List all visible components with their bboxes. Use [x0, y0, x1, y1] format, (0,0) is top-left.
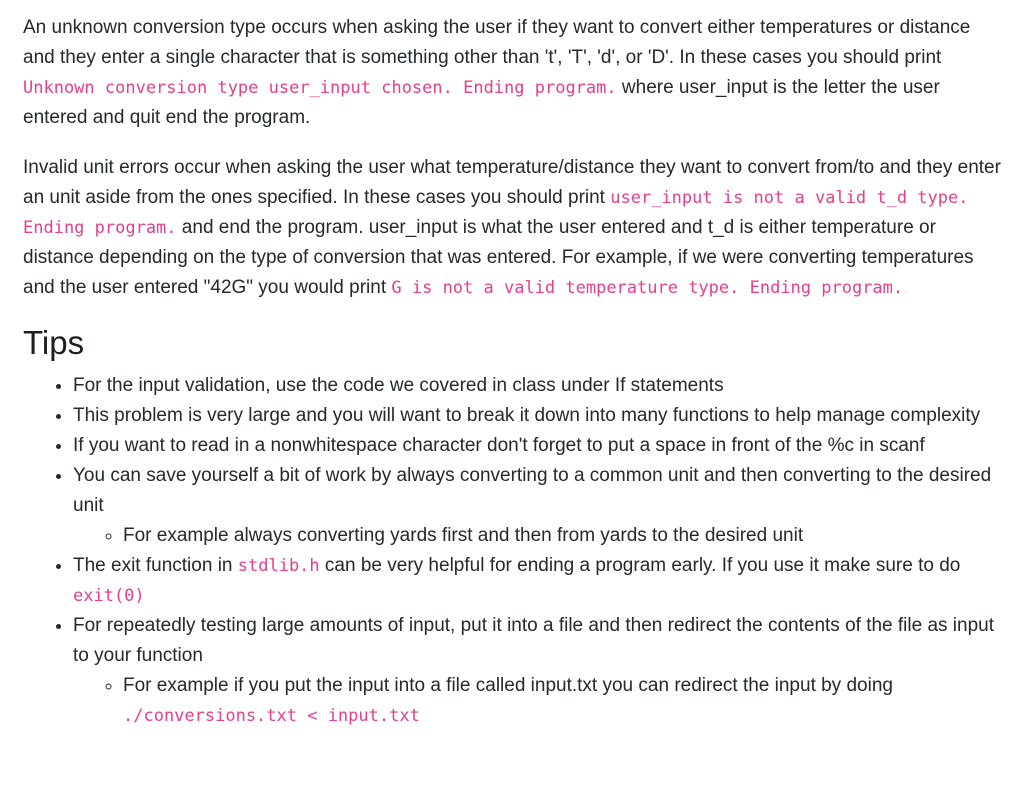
tip-common-unit-example: ◦ For example always converting yards first and then from yards to the desired unit — [123, 521, 1004, 551]
tip-input-validation: • For the input validation, use the code we covered in class under If statements — [73, 371, 1004, 401]
tip-redirect-sublist — [73, 671, 1004, 731]
tips-heading: Tips — [23, 324, 85, 361]
unknown-conversion-message-code: Unknown conversion type user_input chosen. Ending program. — [23, 78, 617, 98]
tips-list — [23, 371, 1004, 731]
tip-redirect-input: • For repeatedly testing large amounts of input, put it into a file and then redirect the contents of the file as input to your function ◦ For example if you put the input into a file called input.txt you can redirect the input by doing ./conversions.txt < input.txt — [73, 611, 1004, 731]
unknown-conversion-paragraph: An unknown conversion type occurs when asking the user if they want to convert either temperatures or distance and they enter a single character that is something other than 't', 'T', 'd', or 'D'. In these cases you should print Unknown conversion type user_input chosen. Ending program. where user_input is the letter the user entered and quit end the program. — [23, 17, 971, 128]
exit-code: exit(0) — [73, 586, 145, 606]
tip-break-down-functions: • This problem is very large and you will want to break it down into many functions to help manage complexity — [73, 401, 1004, 431]
tip-exit-function: • The exit function in stdlib.h can be very helpful for ending a program early. If you use it make sure to do exit(0) — [73, 551, 1004, 611]
stdlib-code: stdlib.h — [237, 556, 320, 576]
redirect-command-code: ./conversions.txt < input.txt — [123, 706, 420, 726]
invalid-unit-message-code: user_input is not a valid t_d type. Ending program. — [23, 188, 969, 238]
tip-common-unit-sublist — [73, 521, 1004, 551]
tip-redirect-example: ◦ For example if you put the input into a file called input.txt you can redirect the input by doing ./conversions.txt < input.txt — [123, 671, 1004, 731]
tip-scanf-space: • If you want to read in a nonwhitespace character don't forget to put a space in front of the %c in scanf — [73, 431, 1004, 461]
invalid-unit-paragraph: Invalid unit errors occur when asking the user what temperature/distance they want to convert from/to and they enter an unit aside from the ones specified. In these cases you should print user_input is not a valid t_d type. Ending program. and end the program. user_input is what the user entered and t_d is either temperature or distance depending on the type of conversion that was entered. For example, if we were converting temperatures and the user entered "42G" you would print G is not a valid temperature type. Ending program. — [23, 157, 1001, 298]
invalid-unit-example-code: G is not a valid temperature type. Ending program. — [391, 278, 904, 298]
tip-common-unit: • You can save yourself a bit of work by always converting to a common unit and then converting to the desired unit ◦ For example always converting yards first and then from yards to the desired unit — [73, 461, 1004, 551]
